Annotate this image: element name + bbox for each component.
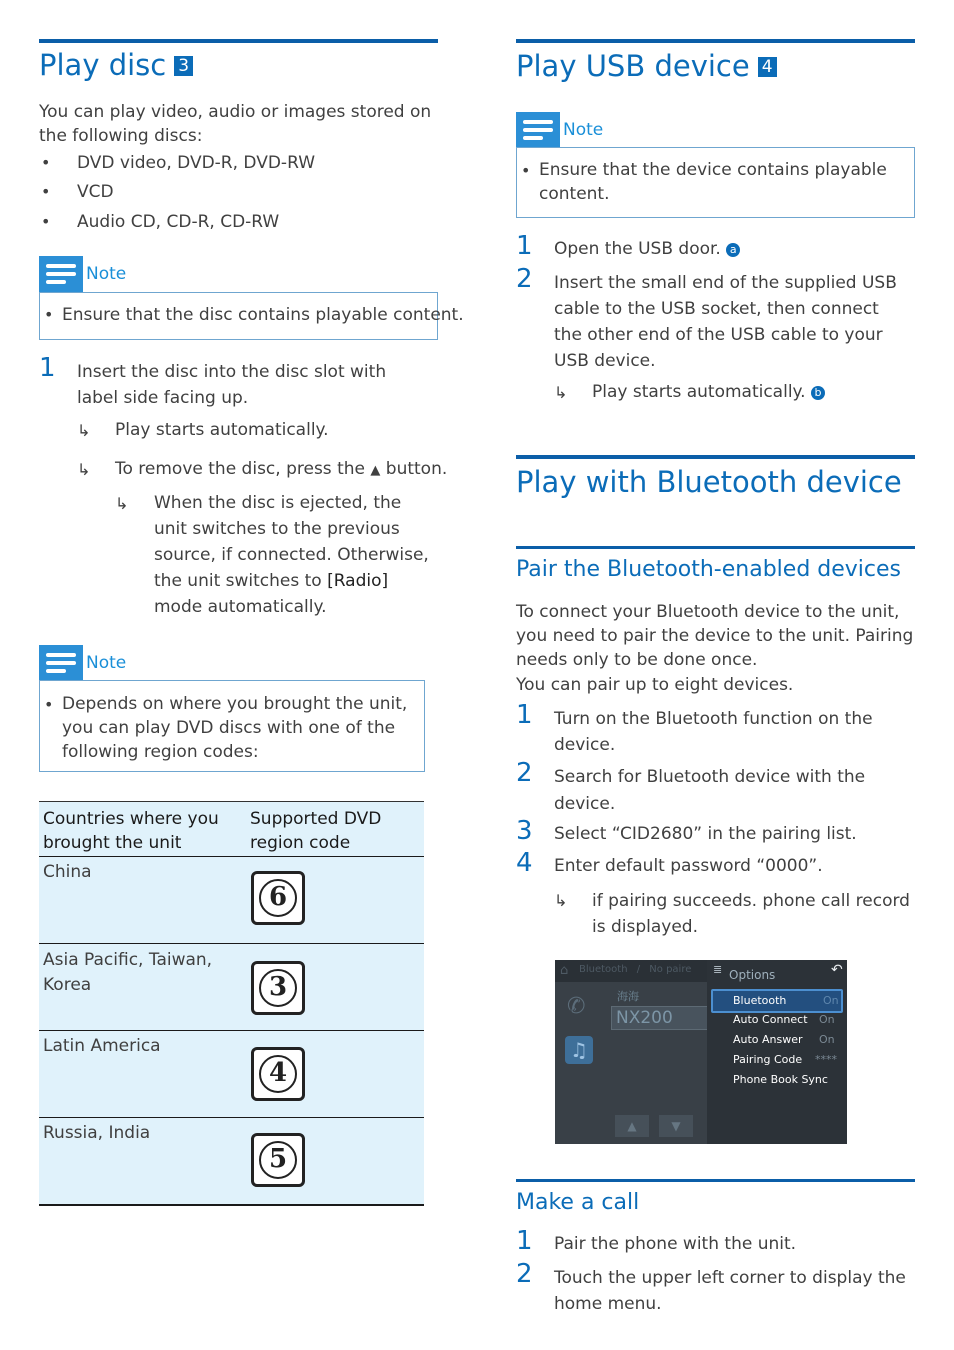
- option-row: [733, 1033, 843, 1046]
- result-arrow-icon: ↳: [554, 383, 568, 402]
- step-text-content: Open the USB door.: [554, 239, 721, 259]
- note-icon: [39, 256, 83, 292]
- dvd-region-6-icon: [251, 871, 305, 925]
- bullet-icon: •: [44, 695, 54, 714]
- region-code: 6: [268, 882, 288, 912]
- option-value: On: [819, 1033, 835, 1046]
- step-text: Enter default password “0000”.: [554, 856, 823, 876]
- bullet-icon: •: [44, 305, 54, 324]
- options-panel: [707, 960, 847, 1144]
- crumb-sep: /: [636, 964, 641, 975]
- list-item: Audio CD, CD-R, CD-RW: [77, 212, 280, 232]
- note-box: [39, 292, 464, 340]
- subsection-rule: [516, 546, 915, 549]
- eject-icon: ▲: [370, 463, 381, 478]
- option-label: Auto Connect: [733, 1013, 808, 1026]
- crumb-1: Bluetooth: [579, 964, 628, 975]
- list-item: DVD video, DVD-R, DVD-RW: [77, 153, 315, 173]
- pair-intro-2: You can pair up to eight devices.: [516, 675, 794, 695]
- step-number: 1: [516, 1226, 533, 1256]
- dvd-region-3-icon: [251, 961, 305, 1015]
- device-name: NX200: [616, 1008, 673, 1028]
- title-badge: 3: [174, 56, 193, 76]
- device-cn-label: 海海: [617, 990, 639, 1003]
- bullet-icon: •: [41, 153, 51, 172]
- list-item: VCD: [77, 182, 114, 202]
- section-rule: [39, 39, 438, 43]
- note-header: [516, 112, 716, 148]
- page-title-play-usb: [516, 49, 777, 83]
- step-number: 2: [516, 758, 533, 788]
- arrow-down-icon: ▼: [659, 1115, 693, 1137]
- options-title: Options: [729, 968, 776, 982]
- result-content: Play starts automatically.: [592, 382, 806, 402]
- step-text: Touch the upper left corner to display the home menu.: [554, 1268, 906, 1314]
- table-row-border: [39, 1117, 424, 1118]
- table-top-border: [39, 801, 424, 802]
- step-number: 3: [516, 816, 533, 846]
- note-text: Ensure that the disc contains playable content.: [62, 305, 464, 325]
- option-value: On: [823, 994, 839, 1007]
- table-header-col1: Countries where you brought the unit: [43, 809, 219, 853]
- result-text: Play starts automatically.: [115, 420, 329, 440]
- option-label: Bluetooth: [733, 994, 787, 1007]
- step-number: 1: [516, 231, 533, 261]
- result-arrow-icon: ↳: [554, 891, 568, 910]
- note-box: [39, 680, 425, 772]
- table-header-col2: Supported DVD region code: [250, 809, 382, 853]
- bullet-icon: •: [41, 212, 51, 231]
- title-text: Play disc: [39, 48, 167, 82]
- phone-icon: ✆: [567, 994, 586, 1019]
- region-table: [39, 801, 424, 1205]
- step-number: 4: [516, 848, 533, 878]
- result-text: [115, 457, 447, 483]
- option-row: [733, 1073, 843, 1086]
- note-label: Note: [86, 264, 127, 284]
- step-text: Search for Bluetooth device with the device.: [554, 767, 866, 814]
- table-row-border: [39, 943, 424, 944]
- section-rule: [516, 455, 915, 459]
- option-value: On: [819, 1013, 835, 1026]
- arrow-up-icon: ▲: [615, 1115, 649, 1137]
- option-label: Phone Book Sync: [733, 1073, 828, 1086]
- title-text: Play USB device: [516, 49, 750, 83]
- section-rule: [516, 39, 915, 43]
- result-arrow-icon: ↳: [115, 494, 129, 513]
- result-arrow-icon: ↳: [77, 421, 91, 440]
- step-number: 2: [516, 1259, 533, 1289]
- back-icon: ↶: [831, 962, 843, 978]
- region-code: 3: [268, 972, 288, 1002]
- result-text-b: mode automatically.: [154, 597, 327, 617]
- result-text: [154, 490, 429, 620]
- option-label: Auto Answer: [733, 1033, 803, 1046]
- table-cell-country: Russia, India: [43, 1123, 151, 1143]
- note-header: [39, 256, 239, 292]
- dvd-region-5-icon: [251, 1133, 305, 1187]
- marker-b: b: [811, 386, 825, 400]
- note-icon: [516, 112, 560, 148]
- marker-a: a: [726, 243, 740, 257]
- step-number: 2: [516, 264, 533, 294]
- note-icon: [39, 645, 83, 681]
- subsection-title-call: Make a call: [516, 1190, 640, 1215]
- option-label: Pairing Code: [733, 1053, 803, 1066]
- table-cell-country: Latin America: [43, 1036, 161, 1056]
- result-text: [592, 380, 825, 405]
- step-text: Select “CID2680” in the pairing list.: [554, 824, 857, 844]
- region-code: 5: [268, 1144, 288, 1174]
- step-number: 1: [516, 700, 533, 730]
- note-text: Depends on where you brought the unit, you can play DVD discs with one of the following region codes:: [62, 694, 408, 762]
- option-row: [733, 1013, 843, 1026]
- subsection-rule: [516, 1179, 915, 1182]
- bullet-icon: •: [521, 161, 531, 180]
- bullet-icon: •: [41, 182, 51, 201]
- title-badge: 4: [758, 57, 777, 77]
- result-suffix: button.: [380, 459, 448, 479]
- option-value: ****: [815, 1053, 837, 1066]
- table-row-border: [39, 856, 424, 857]
- note-label: Note: [563, 120, 604, 140]
- music-icon: ♫: [565, 1036, 593, 1064]
- step-text: Pair the phone with the unit.: [554, 1234, 797, 1254]
- result-prefix: To remove the disc, press the: [115, 459, 371, 479]
- radio-mode: [Radio]: [327, 571, 389, 591]
- breadcrumb: [579, 964, 691, 975]
- options-icon: ≣: [713, 963, 723, 976]
- pair-intro: To connect your Bluetooth device to the unit, you need to pair the device to the unit. Pairing needs only to be done once.: [516, 602, 914, 670]
- crumb-2: No paire: [649, 964, 692, 975]
- table-cell-country: China: [43, 862, 92, 882]
- subsection-title-pair: Pair the Bluetooth-enabled devices: [516, 557, 901, 582]
- note-box: [516, 147, 915, 218]
- page-title-play-disc: [39, 48, 193, 82]
- table-bottom-border: [39, 1204, 424, 1206]
- section-title-bluetooth: Play with Bluetooth device: [516, 465, 902, 499]
- device-name-field: [611, 1006, 708, 1030]
- option-row: [733, 1053, 843, 1066]
- table-row-border: [39, 1030, 424, 1031]
- dvd-region-4-icon: [251, 1047, 305, 1101]
- bluetooth-options-screenshot: [555, 960, 847, 1144]
- step-text: Turn on the Bluetooth function on the device.: [554, 709, 873, 755]
- intro-text: You can play video, audio or images stored on the following discs:: [39, 102, 432, 146]
- step-text: Insert the small end of the supplied USB cable to the USB socket, then connect the other end of the USB cable to your USB device.: [554, 273, 897, 371]
- result-arrow-icon: ↳: [77, 460, 91, 479]
- note-text: Ensure that the device contains playable content.: [539, 160, 887, 204]
- step-text: Insert the disc into the disc slot with label side facing up.: [77, 362, 387, 408]
- step-number: 1: [39, 353, 56, 383]
- result-text-a: When the disc is ejected, the unit switches to the previous source, if connected. Otherwise, the unit switches to: [154, 493, 429, 591]
- table-cell-country: Asia Pacific, Taiwan, Korea: [43, 950, 213, 995]
- option-row-selected: [711, 989, 843, 1013]
- result-text: if pairing succeeds. phone call record is displayed.: [592, 891, 910, 937]
- step-text: [554, 237, 740, 262]
- note-header: [39, 645, 239, 681]
- region-code: 4: [268, 1058, 288, 1088]
- home-icon: ⌂: [560, 963, 569, 978]
- note-label: Note: [86, 653, 127, 673]
